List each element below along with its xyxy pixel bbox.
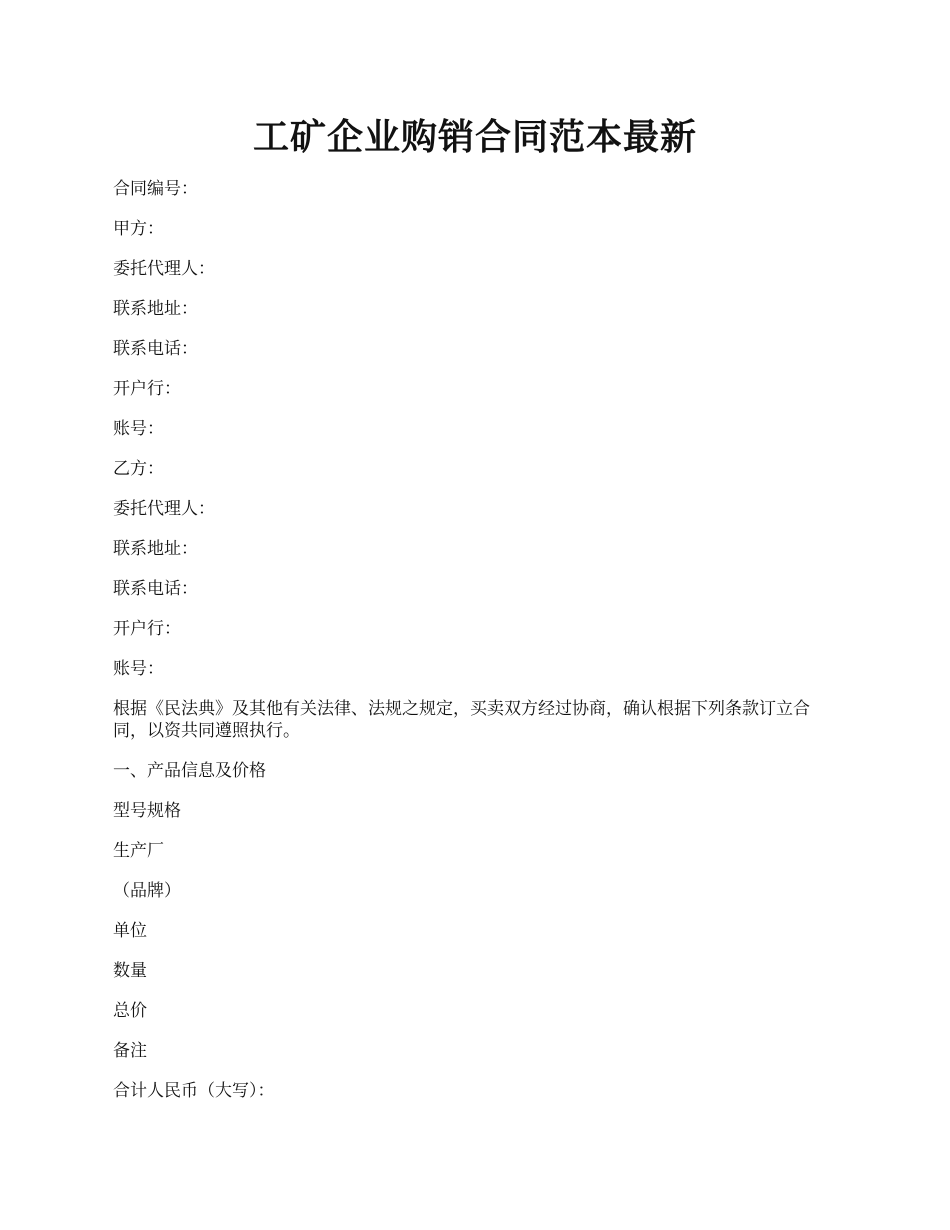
product-item-unit: 单位 xyxy=(113,921,147,941)
field-party-b-phone: 联系电话： xyxy=(113,579,198,599)
intro-paragraph: 根据《民法典》及其他有关法律、法规之规定，买卖双方经过协商，确认根据下列条款订立合同，以资共同遵照执行。 xyxy=(113,699,810,741)
product-item-remarks: 备注 xyxy=(113,1041,147,1061)
product-item-manufacturer: 生产厂 xyxy=(113,841,164,861)
field-party-b-address: 联系地址： xyxy=(113,539,198,559)
section-heading-product-info: 一、产品信息及价格 xyxy=(113,761,266,781)
field-party-b-agent: 委托代理人： xyxy=(113,499,215,519)
field-party-a-address: 联系地址： xyxy=(113,299,198,319)
product-item-total-price: 总价 xyxy=(113,1001,147,1021)
field-party-a-phone: 联系电话： xyxy=(113,339,198,359)
field-contract-number: 合同编号： xyxy=(113,179,198,199)
total-amount-rmb: 合计人民币（大写）： xyxy=(113,1081,275,1101)
field-party-a-agent: 委托代理人： xyxy=(113,259,215,279)
field-party-a: 甲方： xyxy=(113,219,164,239)
field-party-b: 乙方： xyxy=(113,459,164,479)
field-party-a-bank: 开户行： xyxy=(113,379,181,399)
product-item-quantity: 数量 xyxy=(113,961,147,981)
field-party-b-bank: 开户行： xyxy=(113,619,181,639)
product-item-model: 型号规格 xyxy=(113,801,181,821)
field-party-b-account: 账号： xyxy=(113,659,164,679)
document-body xyxy=(113,178,843,1120)
document-title: 工矿企业购销合同范本最新 xyxy=(252,116,697,158)
field-party-a-account: 账号： xyxy=(113,419,164,439)
product-item-brand: （品牌） xyxy=(113,881,181,901)
